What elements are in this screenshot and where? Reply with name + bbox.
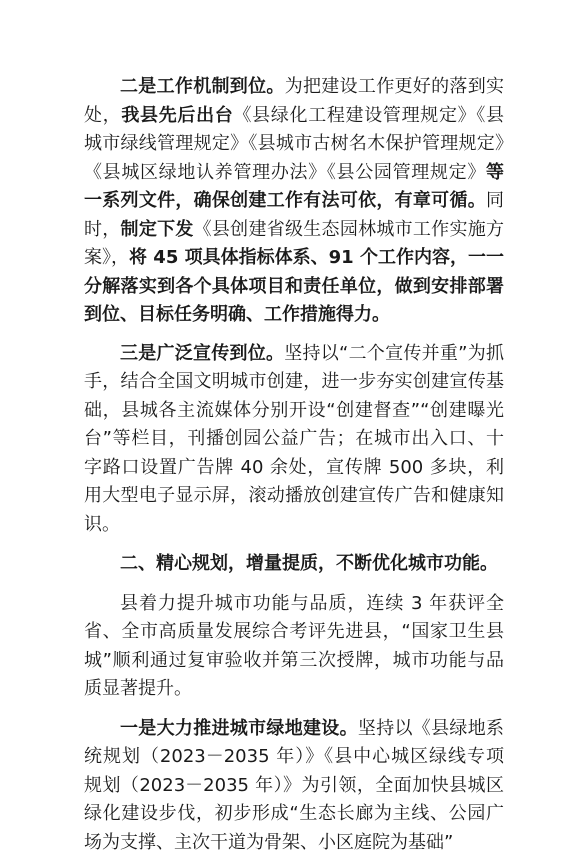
paragraph-publicity: [84, 340, 504, 540]
paragraph-green-space: [84, 715, 504, 858]
paragraph-text: 县着力提升城市功能与品质，连续 3 年获评全省、全市高质量发展综合考评先进县，“国家卫生县城”顺利通过复审验收并第三次授牌，城市功能与品质显著提升。: [84, 592, 504, 699]
paragraph-text-bold: 我县先后出台: [121, 104, 234, 126]
document-body: [84, 73, 504, 868]
paragraph-text: 《县创建省级生态园林城市工作实施方案》，: [84, 218, 505, 268]
section-heading-text: 二、精心规划，增量提质，不断优化城市功能。: [120, 553, 498, 574]
paragraph-text: 《县绿化工程建设管理规定》《县城市绿线管理规定》《县城市古树名木保护管理规定》《县城区绿地认养管理办法》《县公园管理规定》: [84, 104, 505, 183]
paragraph-work-mechanism: [84, 73, 504, 330]
paragraph-text-bold: 制定下发: [120, 218, 194, 240]
paragraph-text-bold: 将 45 项具体指标体系、91 个工作内容，一一分解落实到各个具体项目和责任单位，做到安排部署到位、目标任务明确、工作措施得力。: [84, 247, 504, 325]
paragraph-lead: 二是工作机制到位。: [120, 76, 285, 97]
paragraph-text: 同时，: [84, 190, 504, 240]
paragraph-text: 为把建设工作更好的落到实处，: [84, 76, 505, 126]
paragraph-city-function: [84, 590, 504, 704]
paragraph-lead: 三是广泛宣传到位。: [120, 342, 285, 364]
section-heading: [84, 550, 504, 579]
paragraph-text: 坚持以“二个宣传并重”为抓手，结合全国文明城市创建，进一步夯实创建宣传基础，县城各主流媒体分别开设“创建督查”“创建曝光台”等栏目，刊播创园公益广告；在城市出入口、十字路口设置广告牌 40 余处，宣传牌 500 多块，利用大型电子显示屏，滚动播放创建宣传广告和健康知识。: [84, 342, 504, 535]
paragraph-text-bold: 等一系列文件，确保创建工作有法可依，有章可循。: [84, 161, 504, 211]
paragraph-lead: 一是大力推进城市绿地建设。: [120, 717, 358, 739]
paragraph-text: 坚持以《县绿地系统规划（2023－2035 年）》《县中心城区绿线专项规划（2023－2035 年）》为引领，全面加快县城区绿化建设步伐，初步形成“生态长廊为主线、公园广场为支撑、主次干道为骨架、小区庭院为基础”: [84, 717, 505, 853]
